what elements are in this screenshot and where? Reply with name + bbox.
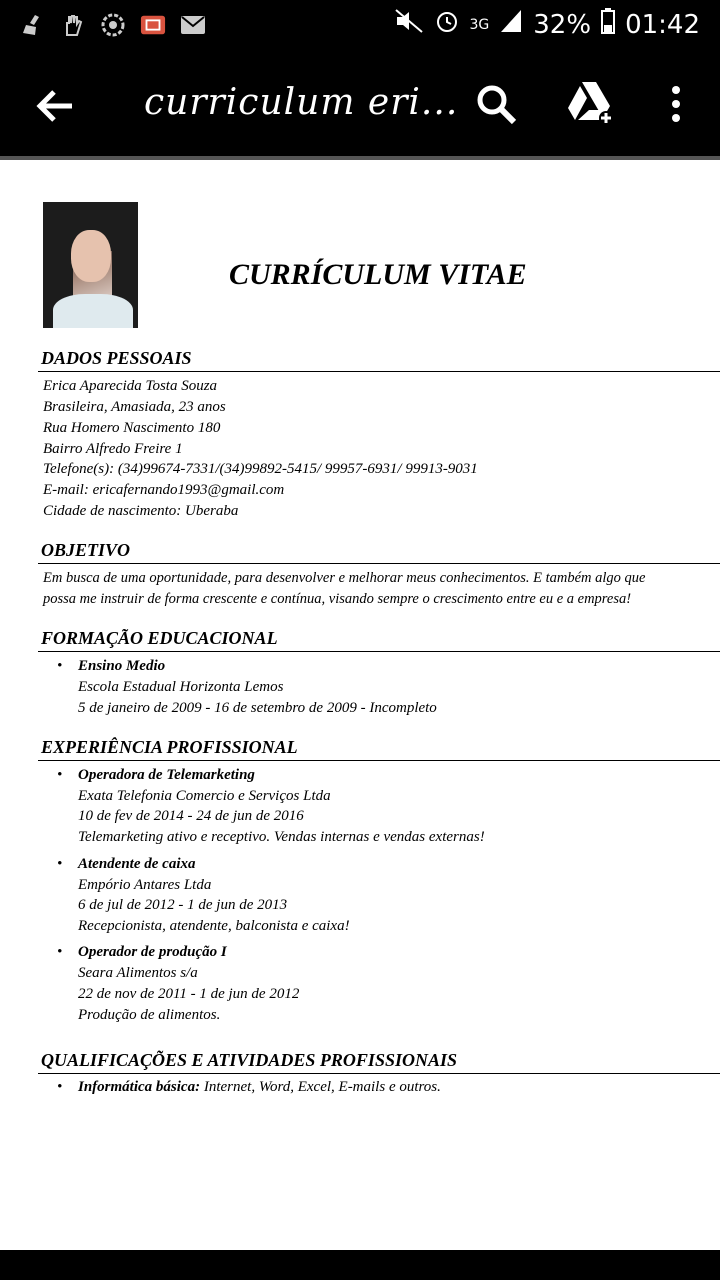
system-indicators bbox=[394, 8, 701, 41]
job-company: Seara Alimentos s/a bbox=[78, 965, 198, 981]
mail-icon bbox=[180, 12, 206, 38]
personal-birthplace: Cidade de nascimento: Uberaba bbox=[43, 503, 239, 519]
section-heading-experiencia: EXPERIÊNCIA PROFISSIONAL bbox=[41, 737, 298, 757]
personal-name: Erica Aparecida Tosta Souza bbox=[43, 378, 218, 394]
bullet-dot: • bbox=[57, 944, 63, 960]
job-title: Operador de produção I bbox=[78, 944, 227, 960]
section-heading-dados: DADOS PESSOAIS bbox=[41, 348, 192, 368]
section-heading-qualificacoes: QUALIFICAÇÕES E ATIVIDADES PROFISSIONAIS bbox=[41, 1050, 457, 1070]
more-vert-icon[interactable] bbox=[664, 82, 688, 126]
job-description: Produção de alimentos. bbox=[78, 1007, 221, 1023]
alarm-icon bbox=[434, 8, 460, 41]
personal-email: E-mail: ericafernando1993@gmail.com bbox=[43, 482, 285, 498]
section-heading-objetivo: OBJETIVO bbox=[41, 540, 131, 560]
bullet-dot: • bbox=[57, 767, 63, 783]
section-rule bbox=[38, 371, 720, 372]
network-type: 3G bbox=[469, 16, 490, 33]
education-school: Escola Estadual Horizonta Lemos bbox=[78, 679, 284, 695]
job-dates: 22 de nov de 2011 - 1 de jun de 2012 bbox=[78, 986, 300, 1002]
job-title: Operadora de Telemarketing bbox=[78, 767, 255, 783]
document-page[interactable] bbox=[0, 160, 720, 1250]
hand-icon bbox=[60, 12, 86, 38]
objective-line-2: possa me instruir de forma crescente e contínua, visando sempre o crescimento entre eu e a empresa! bbox=[43, 591, 632, 607]
qualification-label: Informática básica: bbox=[78, 1079, 201, 1095]
personal-nationality: Brasileira, Amasiada, 23 anos bbox=[43, 399, 226, 415]
personal-phones: Telefone(s): (34)99674-7331/(34)99892-5415/ 99957-6931/ 99913-9031 bbox=[43, 461, 478, 477]
job-description: Recepcionista, atendente, balconista e caixa! bbox=[78, 918, 350, 934]
education-title: Ensino Medio bbox=[78, 658, 166, 674]
qualification-text: Internet, Word, Excel, E-mails e outros. bbox=[200, 1079, 441, 1095]
search-icon[interactable] bbox=[474, 82, 518, 126]
screen-mirror-icon bbox=[140, 12, 166, 38]
status-bar bbox=[0, 0, 720, 52]
job-company: Exata Telefonia Comercio e Serviços Ltda bbox=[78, 788, 331, 804]
notification-icons bbox=[20, 12, 206, 38]
clock: 01:42 bbox=[625, 9, 700, 40]
app-bar bbox=[0, 52, 720, 156]
job-dates: 6 de jul de 2012 - 1 de jun de 2013 bbox=[78, 897, 288, 913]
qualification-item bbox=[78, 1079, 441, 1096]
job-company: Empório Antares Ltda bbox=[78, 877, 212, 893]
section-rule bbox=[38, 651, 720, 652]
navigation-bar bbox=[0, 1250, 720, 1280]
profile-photo bbox=[43, 202, 138, 328]
mute-icon bbox=[394, 8, 424, 41]
bullet-dot: • bbox=[57, 856, 63, 872]
personal-street: Rua Homero Nascimento 180 bbox=[43, 420, 221, 436]
battery-icon bbox=[601, 8, 615, 41]
broom-icon bbox=[20, 12, 46, 38]
section-rule bbox=[38, 563, 720, 564]
objective-line-1: Em busca de uma oportunidade, para desenvolver e melhorar meus conhecimentos. E também algo que bbox=[43, 570, 646, 586]
back-arrow-icon[interactable] bbox=[32, 82, 80, 130]
document-title: curriculum eri... bbox=[144, 82, 459, 123]
job-description: Telemarketing ativo e receptivo. Vendas internas e vendas externas! bbox=[78, 829, 485, 845]
bullet-dot: • bbox=[57, 1079, 63, 1095]
section-rule bbox=[38, 760, 720, 761]
drive-add-icon[interactable] bbox=[566, 80, 616, 126]
job-dates: 10 de fev de 2014 - 24 de jun de 2016 bbox=[78, 808, 304, 824]
bullet-dot: • bbox=[57, 658, 63, 674]
signal-icon bbox=[499, 8, 523, 41]
personal-neighborhood: Bairro Alfredo Freire 1 bbox=[43, 441, 183, 457]
settings-icon bbox=[100, 12, 126, 38]
section-rule bbox=[38, 1073, 720, 1074]
section-heading-formacao: FORMAÇÃO EDUCACIONAL bbox=[41, 628, 278, 648]
cv-title: CURRÍCULUM VITAE bbox=[229, 258, 527, 291]
education-dates: 5 de janeiro de 2009 - 16 de setembro de 2009 - Incompleto bbox=[78, 700, 437, 716]
battery-percent: 32% bbox=[533, 9, 592, 40]
job-title: Atendente de caixa bbox=[78, 856, 196, 872]
